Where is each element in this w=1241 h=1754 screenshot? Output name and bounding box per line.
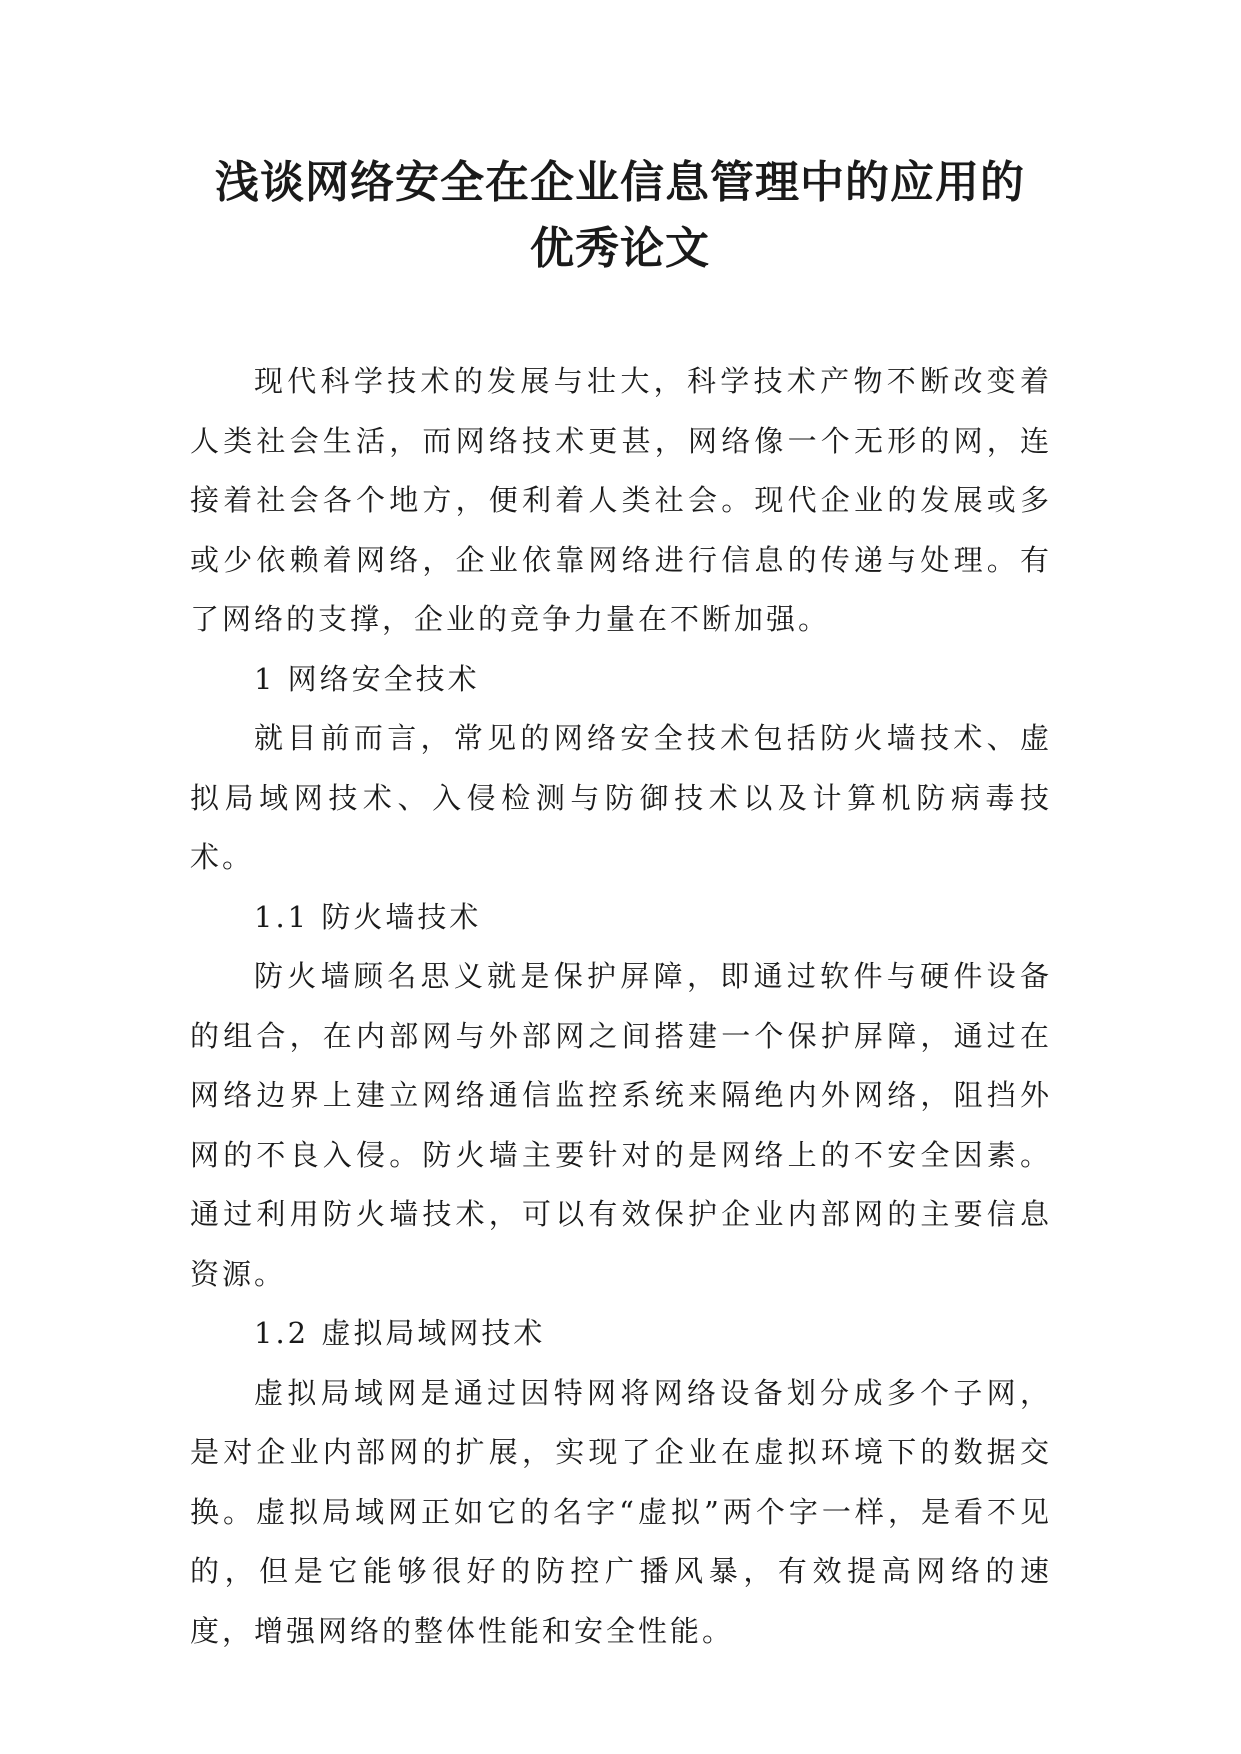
document-title [120,150,1120,282]
section-paragraph-overview: 就目前而言，常见的网络安全技术包括防火墙技术、虚拟局域网技术、入侵检测与防御技术以及计算机防病毒技术。 [190,721,1052,874]
section-heading-network-security: 1 网络安全技术 [254,661,480,696]
subsection-heading-firewall: 1.1 防火墙技术 [254,899,482,934]
document-body [190,352,1052,1661]
title-line-2: 优秀论文 [530,223,710,274]
subsection-paragraph-firewall: 防火墙顾名思义就是保护屏障，即通过软件与硬件设备的组合，在内部网与外部网之间搭建一个保护屏障，通过在网络边界上建立网络通信监控系统来隔绝内外网络，阻挡外网的不良入侵。防火墙主要针对的是网络上的不安全因素。通过利用防火墙技术，可以有效保护企业内部网的主要信息资源。 [190,959,1052,1291]
title-line-1: 浅谈网络安全在企业信息管理中的应用的 [215,157,1025,208]
intro-paragraph: 现代科学技术的发展与壮大，科学技术产物不断改变着人类社会生活，而网络技术更甚，网络像一个无形的网，连接着社会各个地方，便利着人类社会。现代企业的发展或多或少依赖着网络，企业依靠网络进行信息的传递与处理。有了网络的支撑，企业的竞争力量在不断加强。 [190,364,1052,636]
subsection-paragraph-vlan: 虚拟局域网是通过因特网将网络设备划分成多个子网，是对企业内部网的扩展，实现了企业在虚拟环境下的数据交换。虚拟局域网正如它的名字“虚拟”两个字一样，是看不见的，但是它能够很好的防控广播风暴，有效提高网络的速度，增强网络的整体性能和安全性能。 [190,1375,1052,1648]
subsection-heading-vlan: 1.2 虚拟局域网技术 [254,1316,546,1350]
